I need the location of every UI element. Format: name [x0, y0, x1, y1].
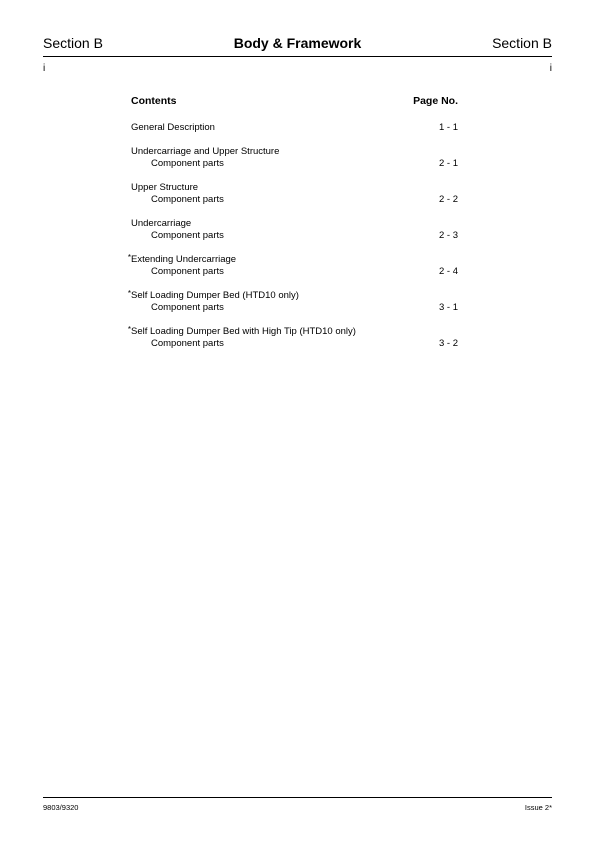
toc-entry-page: 2 - 1 [438, 158, 458, 169]
toc-entry-title: General Description [131, 122, 215, 133]
page-no-heading: Page No. [413, 95, 458, 107]
toc-entry-page: 2 - 2 [438, 194, 458, 205]
toc-entry-subtitle: Component parts [151, 230, 224, 241]
toc-entry-title: Upper Structure [131, 182, 199, 193]
toc-entry-page: 3 - 2 [438, 338, 458, 349]
toc-entry-subtitle: Component parts [151, 338, 224, 349]
toc-entry-title: Undercarriage [131, 218, 192, 229]
toc-entry-title: Undercarriage and Upper Structure [131, 146, 280, 157]
toc-entry-subtitle: Component parts [151, 266, 224, 277]
toc-entry-subtitle: Component parts [151, 302, 224, 313]
section-label-left: Section B [43, 35, 103, 51]
toc-entry-page: 3 - 1 [438, 302, 458, 313]
toc-entry-page: 1 - 1 [438, 122, 458, 133]
toc-entry-subtitle: Component parts [151, 158, 224, 169]
document-number: 9803/9320 [43, 803, 79, 812]
page-title: Body & Framework [233, 35, 362, 51]
toc-entry-title: Self Loading Dumper Bed (HTD10 only) [131, 290, 299, 301]
toc-entry-title: Extending Undercarriage [131, 254, 237, 265]
page-number-left: i [43, 63, 46, 74]
revision-marker: * [127, 253, 131, 262]
section-label-right: Section B [492, 35, 552, 51]
toc-entry-page: 2 - 4 [438, 266, 458, 277]
toc-entry-page: 2 - 3 [438, 230, 458, 241]
issue-label: Issue 2* [524, 803, 552, 812]
footer-divider [43, 797, 552, 798]
revision-marker: * [127, 289, 131, 298]
toc-entry-subtitle: Component parts [151, 194, 224, 205]
contents-heading: Contents [131, 95, 177, 107]
header-divider [43, 56, 552, 57]
toc-entry-title: Self Loading Dumper Bed with High Tip (HTD10 only) [131, 326, 356, 337]
revision-marker: * [127, 325, 131, 334]
page-number-right: i [549, 63, 552, 74]
